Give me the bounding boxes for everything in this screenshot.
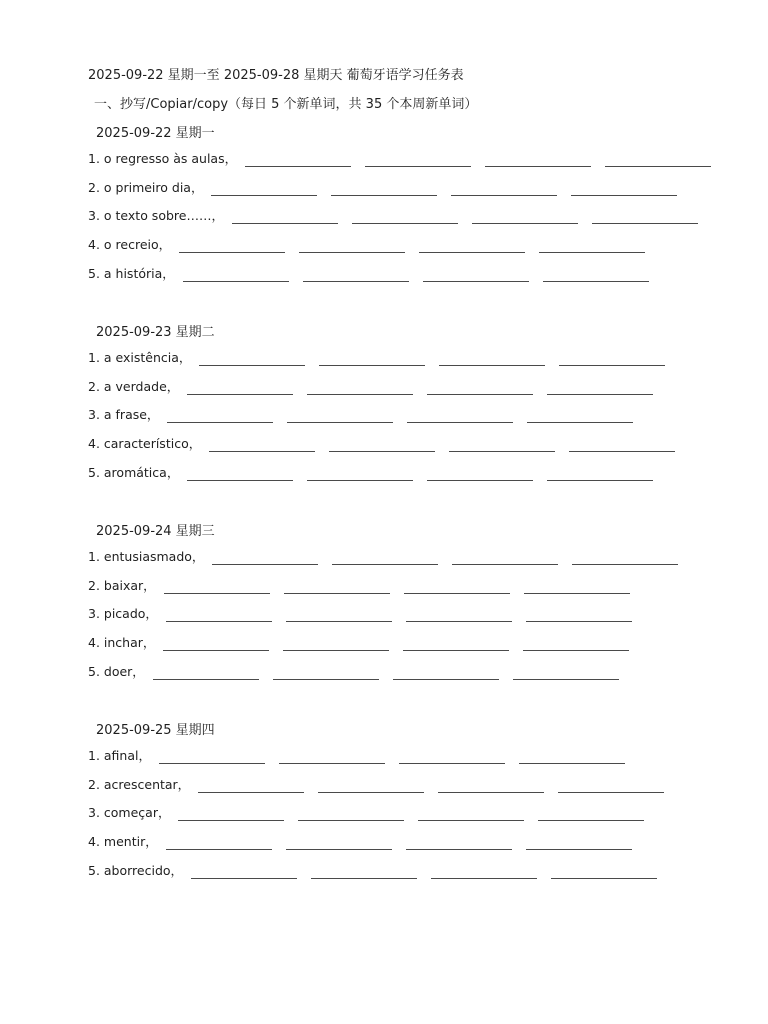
copy-blank[interactable] (299, 240, 405, 253)
copy-blank[interactable] (558, 780, 664, 793)
copy-blank[interactable] (153, 667, 259, 680)
copy-blank[interactable] (592, 211, 698, 224)
copy-blank[interactable] (286, 609, 392, 622)
word-row (88, 465, 653, 481)
copy-blank[interactable] (451, 183, 557, 196)
copy-blank[interactable] (438, 780, 544, 793)
word-text: 4. característico， (88, 436, 202, 451)
word-text: 2. acrescentar， (88, 777, 191, 792)
word-row (88, 151, 711, 167)
copy-blank[interactable] (526, 609, 632, 622)
copy-blank[interactable] (307, 468, 413, 481)
copy-blank[interactable] (198, 780, 304, 793)
copy-blank[interactable] (519, 751, 625, 764)
copy-blank[interactable] (167, 410, 273, 423)
copy-blank[interactable] (572, 552, 678, 565)
copy-blank[interactable] (199, 353, 305, 366)
copy-blank[interactable] (569, 439, 675, 452)
copy-blank[interactable] (547, 382, 653, 395)
copy-blank[interactable] (319, 353, 425, 366)
copy-blank[interactable] (418, 808, 524, 821)
word-text: 1. o regresso às aulas， (88, 151, 238, 166)
copy-blank[interactable] (332, 552, 438, 565)
copy-blank[interactable] (178, 808, 284, 821)
word-text: 5. a história， (88, 266, 175, 281)
copy-blank[interactable] (523, 638, 629, 651)
copy-blank[interactable] (485, 154, 591, 167)
copy-blank[interactable] (187, 468, 293, 481)
copy-blank[interactable] (439, 353, 545, 366)
copy-blank[interactable] (298, 808, 404, 821)
copy-blank[interactable] (526, 837, 632, 850)
copy-blank[interactable] (419, 240, 525, 253)
word-row (88, 863, 657, 879)
copy-blank[interactable] (286, 837, 392, 850)
copy-blank[interactable] (605, 154, 711, 167)
copy-blank[interactable] (513, 667, 619, 680)
copy-blank[interactable] (571, 183, 677, 196)
word-text: 4. o recreio， (88, 237, 172, 252)
day-heading: 2025-09-22 星期一 (96, 126, 215, 141)
copy-blank[interactable] (311, 866, 417, 879)
copy-blank[interactable] (449, 439, 555, 452)
copy-blank[interactable] (539, 240, 645, 253)
word-text: 1. entusiasmado， (88, 549, 205, 564)
copy-blank[interactable] (159, 751, 265, 764)
copy-blank[interactable] (407, 410, 513, 423)
word-row (88, 180, 677, 196)
word-row (88, 208, 698, 224)
word-text: 4. mentir， (88, 834, 158, 849)
copy-blank[interactable] (179, 240, 285, 253)
copy-blank[interactable] (273, 667, 379, 680)
word-text: 2. a verdade， (88, 379, 180, 394)
section-heading-copy: 一、抄写/Copiar/copy（每日 5 个新单词，共 35 个本周新单词） (94, 97, 478, 112)
word-row (88, 266, 649, 282)
copy-blank[interactable] (287, 410, 393, 423)
copy-blank[interactable] (284, 581, 390, 594)
copy-blank[interactable] (431, 866, 537, 879)
word-text: 5. doer， (88, 664, 145, 679)
copy-blank[interactable] (245, 154, 351, 167)
word-text: 3. o texto sobre……， (88, 208, 224, 223)
copy-blank[interactable] (399, 751, 505, 764)
word-row (88, 664, 619, 680)
copy-blank[interactable] (559, 353, 665, 366)
word-text: 3. começar， (88, 805, 171, 820)
copy-blank[interactable] (406, 837, 512, 850)
copy-blank[interactable] (303, 269, 409, 282)
copy-blank[interactable] (403, 638, 509, 651)
copy-blank[interactable] (365, 154, 471, 167)
word-text: 3. picado， (88, 606, 158, 621)
word-row (88, 549, 678, 565)
word-text: 5. aromática， (88, 465, 180, 480)
copy-blank[interactable] (191, 866, 297, 879)
word-text: 2. baixar， (88, 578, 156, 593)
word-text: 1. a existência， (88, 350, 192, 365)
day-heading: 2025-09-25 星期四 (96, 723, 215, 738)
word-row (88, 834, 632, 850)
copy-blank[interactable] (166, 609, 272, 622)
copy-blank[interactable] (212, 552, 318, 565)
word-row (88, 436, 675, 452)
word-text: 2. o primeiro dia， (88, 180, 204, 195)
copy-blank[interactable] (331, 183, 437, 196)
copy-blank[interactable] (427, 468, 533, 481)
word-text: 4. inchar， (88, 635, 156, 650)
copy-blank[interactable] (183, 269, 289, 282)
copy-blank[interactable] (329, 439, 435, 452)
document-title: 2025-09-22 星期一至 2025-09-28 星期天 葡萄牙语学习任务表 (88, 68, 464, 83)
copy-blank[interactable] (527, 410, 633, 423)
copy-blank[interactable] (524, 581, 630, 594)
word-row (88, 777, 664, 793)
copy-blank[interactable] (406, 609, 512, 622)
word-row (88, 578, 630, 594)
word-row (88, 350, 665, 366)
word-row (88, 805, 644, 821)
word-text: 5. aborrecido， (88, 863, 184, 878)
copy-blank[interactable] (307, 382, 413, 395)
word-row (88, 379, 653, 395)
copy-blank[interactable] (472, 211, 578, 224)
copy-blank[interactable] (232, 211, 338, 224)
day-heading: 2025-09-23 星期二 (96, 325, 215, 340)
copy-blank[interactable] (427, 382, 533, 395)
copy-blank[interactable] (279, 751, 385, 764)
word-row (88, 635, 629, 651)
copy-blank[interactable] (538, 808, 644, 821)
copy-blank[interactable] (187, 382, 293, 395)
copy-blank[interactable] (283, 638, 389, 651)
copy-blank[interactable] (543, 269, 649, 282)
copy-blank[interactable] (404, 581, 510, 594)
copy-blank[interactable] (423, 269, 529, 282)
word-text: 1. afinal， (88, 748, 151, 763)
word-row (88, 407, 633, 423)
copy-blank[interactable] (452, 552, 558, 565)
word-text: 3. a frase， (88, 407, 160, 422)
word-row (88, 606, 632, 622)
copy-blank[interactable] (211, 183, 317, 196)
word-row (88, 748, 625, 764)
copy-blank[interactable] (393, 667, 499, 680)
day-heading: 2025-09-24 星期三 (96, 524, 215, 539)
copy-blank[interactable] (209, 439, 315, 452)
copy-blank[interactable] (164, 581, 270, 594)
copy-blank[interactable] (551, 866, 657, 879)
word-row (88, 237, 645, 253)
copy-blank[interactable] (163, 638, 269, 651)
copy-blank[interactable] (547, 468, 653, 481)
copy-blank[interactable] (166, 837, 272, 850)
copy-blank[interactable] (352, 211, 458, 224)
copy-blank[interactable] (318, 780, 424, 793)
